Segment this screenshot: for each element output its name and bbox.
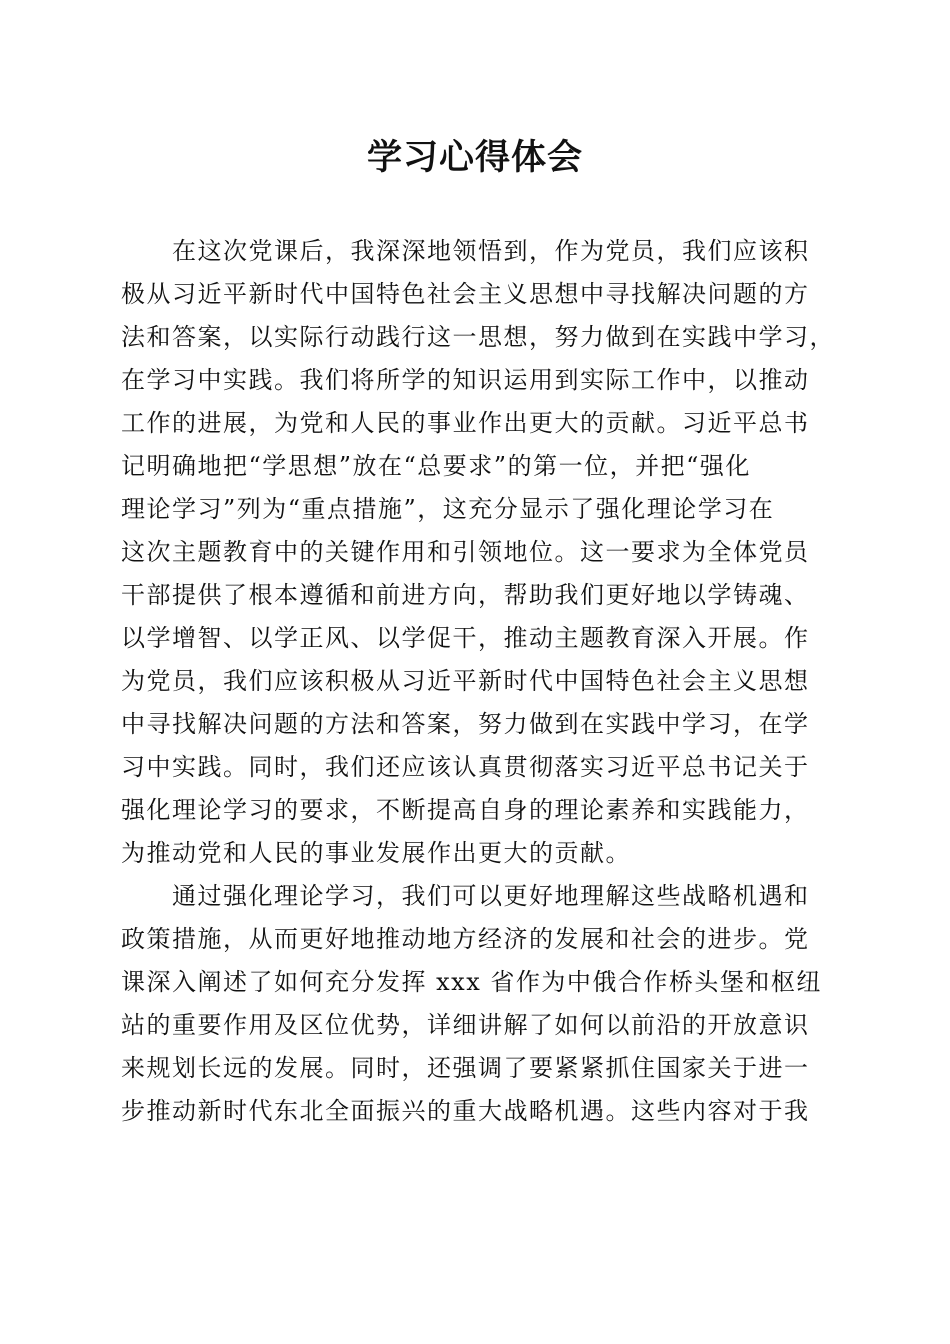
text-line: 工作的进展，为党和人民的事业作出更大的贡献。习近平总书 [121,409,810,437]
text-line: 在学习中实践。我们将所学的知识运用到实际工作中，以推动 [121,366,810,394]
text-line: 来规划长远的发展。同时，还强调了要紧紧抓住国家关于进一 [121,1054,810,1082]
text-line: 以学增智、以学正风、以学促干，推动主题教育深入开展。作 [121,624,810,652]
text-line: 政策措施，从而更好地推动地方经济的发展和社会的进步。党 [121,925,810,953]
document-title: 学习心得体会 [366,137,583,178]
text-line: 习中实践。同时，我们还应该认真贯彻落实习近平总书记关于 [121,753,810,781]
text-line: 为推动党和人民的事业发展作出更大的贡献。 [121,839,631,867]
text-line: 法和答案，以实际行动践行这一思想，努力做到在实践中学习， [121,323,835,351]
document-body [121,230,836,1133]
paragraph-2 [121,875,836,1133]
text-line: 这次主题教育中的关键作用和引领地位。这一要求为全体党员 [121,538,810,566]
text-line: 站的重要作用及区位优势，详细讲解了如何以前沿的开放意识 [121,1011,810,1039]
text-line: 记明确地把“学思想”放在“总要求”的第一位，并把“强化 [121,452,751,480]
text-line: 在这次党课后，我深深地领悟到，作为党员，我们应该积 [172,237,810,265]
text-line: 理论学习”列为“重点措施”，这充分显示了强化理论学习在 [121,495,775,523]
text-line: 通过强化理论学习，我们可以更好地理解这些战略机遇和 [172,882,810,910]
text-line: 课深入阐述了如何充分发挥 xxx 省作为中俄合作桥头堡和枢纽 [121,968,822,996]
text-line: 极从习近平新时代中国特色社会主义思想中寻找解决问题的方 [121,280,810,308]
text-line: 强化理论学习的要求，不断提高自身的理论素养和实践能力， [121,796,810,824]
text-line: 中寻找解决问题的方法和答案，努力做到在实践中学习，在学 [121,710,810,738]
paragraph-1 [121,230,836,875]
text-line: 为党员，我们应该积极从习近平新时代中国特色社会主义思想 [121,667,810,695]
text-line: 步推动新时代东北全面振兴的重大战略机遇。这些内容对于我 [121,1097,810,1125]
text-line: 干部提供了根本遵循和前进方向，帮助我们更好地以学铸魂、 [121,581,810,609]
